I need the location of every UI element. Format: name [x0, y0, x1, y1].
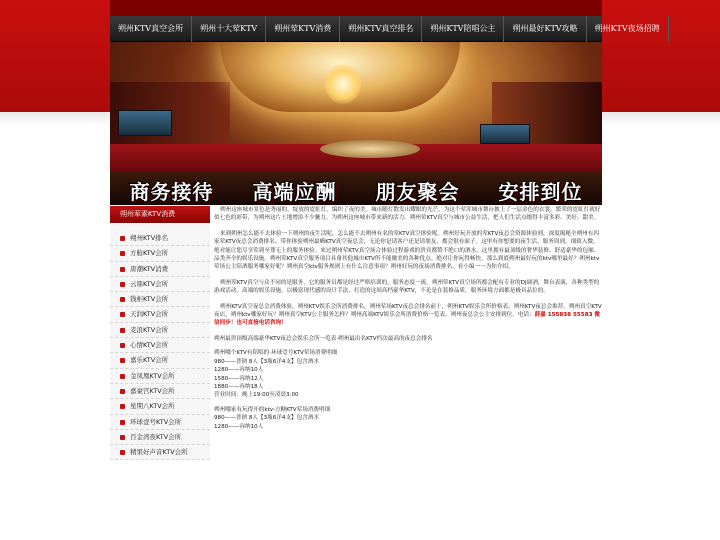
nav-item[interactable]: 朔州荤KTV消费: [266, 16, 340, 42]
price-line: 980——普钠 8人【3瓶6洋4支】包含酒水: [214, 358, 320, 365]
section-heading: 朔州哪个KTV有陪唱的·环球壹号KTV荤场消费明细: [214, 350, 338, 357]
sidebar-item[interactable]: 百金湾夜KTV会所: [110, 430, 210, 445]
article-paragraph: 朔州荤KTV真空与众不同的是服务，它的服务员都是经过严格培训的，服务态度一流。朔州荤KTV真空场所都会配有专业的DJ调酒，舞台表演，各种类型的游戏活动。高端的娱乐设施，以极富现代感的设计手法，打造的这间高档豪华KTV，不论是在装修品质、服务环境方面都是极具品位的。: [214, 279, 600, 295]
sidebar-item[interactable]: 天润KTV会所: [110, 307, 210, 322]
section-heading: 朔州哪家有玩得开的ktv-方糖KTV荤场消费明细: [214, 406, 331, 413]
price-line: 1580——容纳12人: [214, 375, 264, 382]
sidebar-item[interactable]: 精果好声音KTV会所: [110, 445, 210, 460]
contact-phone[interactable]: 薛嘉 155838 55583 微信同步！也可直接电话咨询！: [214, 312, 601, 327]
sidebar-item[interactable]: 唐潮KTV消费: [110, 262, 210, 277]
page-container: [110, 0, 660, 540]
sidebar-item[interactable]: 朔州KTV排名: [110, 231, 210, 246]
price-line: 1880——容纳18人: [214, 383, 264, 390]
banner-slogan: [110, 176, 602, 205]
article-paragraph: 来到朔州怎么能不去体验一下朔州的夜生活呢，怎么能不去朔州有名的荤KTV真空体验呢。朔州好玩开放的荤KTV夜总会资源体验到，深度揭秘全朔州有四家荤KTV夜总会消费排名、带你体验朔州最嗨KTV真空夜总会，无论你是请客户还是请朋友，都会很有面子。这里有你想要的夜生活，服务周到，细致入微，绝对能让您尽享荤到至尊无上的服务体验。来过朔州荤KTV真空场合体验过程游戏的贵宾都赞不绝口的酒水，这里拥有最顶级的奢华装修、舒适豪华的包厢、品类齐全的娱乐设施。朔州荤KTV真空服务项目具备其他城市KTV所不能媲美的各种优点。绝对让你玩得畅快。那么到底朔州最好玩的ktv哪里最好？朔州ktv荤场公主陪酒服务哪家好呢？朔州真空ktv服务规则上有什么注意事项？朔州好玩的夜场消费排名，看小编一一为你介绍。: [214, 230, 600, 271]
top-strip: [110, 0, 602, 16]
sidebar-item[interactable]: 嘉豪宫KTV会所: [110, 384, 210, 399]
slogan-text: 安排到位: [498, 180, 583, 204]
slogan-text: 高端应酬: [252, 180, 337, 204]
price-line: 1280——容纳10人: [214, 423, 264, 430]
nav-item[interactable]: 朔州十大荤KTV: [192, 16, 266, 42]
banner-table: [320, 140, 420, 158]
chandelier-icon: [325, 64, 361, 104]
article-paragraph: [214, 303, 602, 328]
main-nav: [110, 16, 660, 42]
article-paragraph-text: 朔州KTV真空夜总会消费体验，朔州KTV娱乐会所消费排名，朔州荤场KTV夜总会排名前十，朔州KTV娱乐会所价格表，朔州KTV夜总会推荐，朔州真空KTV夜店，朔州ktv哪家好玩？朔州真空KTV公主服务怎样？朔州高端KTV娱乐会所消费价格一览表，朔州夜总会公主安排到位。电话：: [214, 303, 602, 319]
nav-item[interactable]: 朔州KTV夜场招聘: [587, 16, 669, 42]
tv-screen-icon: [480, 124, 530, 144]
sidebar-item[interactable]: 环球壹号KTV会所: [110, 415, 210, 430]
sidebar-item[interactable]: 心情KTV会所: [110, 338, 210, 353]
price-line: 1280——容纳10人: [214, 367, 264, 374]
nav-item[interactable]: 朔州最好KTV攻略: [504, 16, 586, 42]
business-hours: 营业时间：晚上19:00至凌晨3:00: [214, 392, 299, 399]
tv-screen-icon: [118, 110, 172, 136]
article-paragraph: 朔州这座城市景色是秀丽的。绽放的霓虹灯，编织了夜的美。城市随灯散发出耀眼的光芒，为这个荤浑城市舞台披上了一层金色的衣裳。繁荣的霓虹灯就好似七色的彩带，为朔州这片土地增添不少魅力。为朔州这座城市带来新的活力。朔州荤KTV真空与城市公益生活，把人们生活点缀得丰富多彩、美好、甜美。: [214, 207, 601, 222]
hero-banner: [110, 42, 602, 205]
sidebar: [110, 206, 210, 460]
sidebar-item[interactable]: 云鼎KTV会所: [110, 277, 210, 292]
nav-item[interactable]: 朔州KTV陪唱公主: [422, 16, 504, 42]
nav-item[interactable]: 朔州KTV真空排名: [340, 16, 422, 42]
article-content: [214, 206, 602, 540]
sidebar-list: [110, 223, 210, 460]
sidebar-item[interactable]: 嘉乐KTV会所: [110, 353, 210, 368]
nav-item[interactable]: 朔州KTV真空会所: [110, 16, 192, 42]
sidebar-item[interactable]: 星期八KTV会所: [110, 399, 210, 414]
sidebar-title: 朔州荤素KTV消费: [110, 206, 210, 223]
section-heading: 朔州最贵顶级高端豪华KTV夜总会娱乐会所一览表·朔州最出名KTV档次最高的夜总会排名: [214, 335, 433, 342]
slogan-text: 朋友聚会: [375, 180, 460, 204]
sidebar-item[interactable]: 麦浪KTV会所: [110, 323, 210, 338]
price-line: 980——普钠 8人【3瓶6洋4支】包含酒水: [214, 415, 320, 422]
sidebar-item[interactable]: 金凤凰KTV会所: [110, 369, 210, 384]
sidebar-item[interactable]: 钱柜KTV会所: [110, 292, 210, 307]
slogan-text: 商务接待: [129, 180, 214, 204]
sidebar-item[interactable]: 方舱KTV会所: [110, 246, 210, 261]
